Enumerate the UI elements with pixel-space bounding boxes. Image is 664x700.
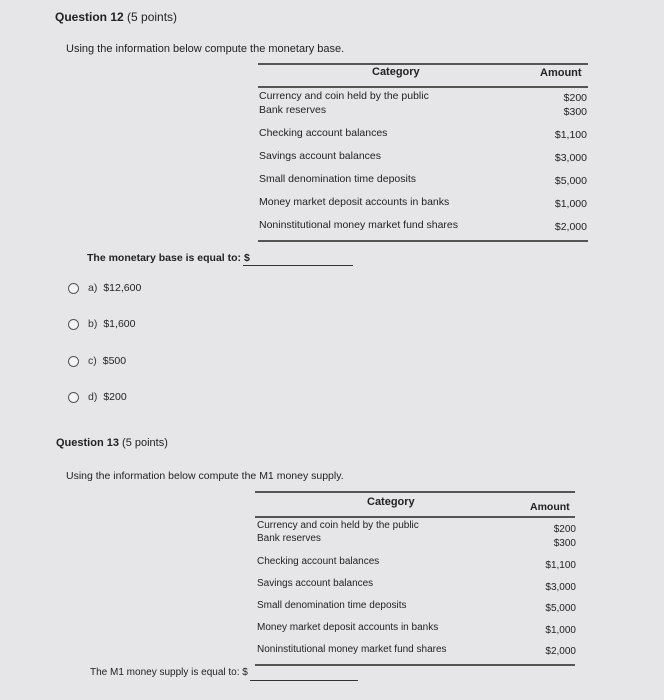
table-row-amount: $200: [563, 92, 587, 104]
choice-d[interactable]: [68, 391, 127, 403]
question-12-title-text: Question 12: [55, 10, 124, 24]
table-row-amount: $2,000: [545, 646, 576, 657]
table-bottom-rule: [258, 240, 588, 242]
choice-letter: d): [88, 391, 98, 403]
table-row-amount: $200: [553, 524, 576, 535]
radio-button-icon[interactable]: [68, 356, 79, 367]
table-row-category: Currency and coin held by the public: [257, 520, 419, 531]
table-row-amount: $1,000: [554, 198, 587, 210]
choice-text: $200: [103, 391, 127, 403]
table-row-category: Checking account balances: [257, 556, 380, 567]
question-12-instruction: Using the information below compute the monetary base.: [66, 43, 345, 55]
question-12-points: (5 points): [127, 10, 178, 24]
table-row-amount: $300: [553, 538, 576, 549]
table-row-category: Money market deposit accounts in banks: [257, 622, 439, 633]
question-13-title-text: Question 13: [56, 437, 119, 449]
radio-button-icon[interactable]: [68, 319, 79, 330]
table-row-category: Bank reserves: [259, 104, 327, 116]
category-header: Category: [372, 66, 420, 78]
choice-text: $500: [102, 355, 127, 367]
table-row-amount: $1,100: [554, 129, 587, 141]
radio-button-icon[interactable]: [68, 283, 79, 294]
table-row-category: Noninstitutional money market fund shares: [257, 644, 447, 655]
table-bottom-rule: [255, 664, 575, 666]
table-row-category: Savings account balances: [259, 150, 381, 162]
table-row-category: Small denomination time deposits: [257, 600, 407, 611]
table-row-category: Noninstitutional money market fund shares: [259, 219, 459, 231]
table-row-category: Checking account balances: [259, 127, 388, 139]
table-row-amount: $1,000: [545, 625, 576, 636]
table-row-category: Savings account balances: [257, 578, 374, 589]
table-row-amount: $3,000: [545, 582, 576, 593]
radio-button-icon[interactable]: [68, 392, 79, 403]
choice-letter: b): [88, 318, 98, 330]
choice-letter: c): [88, 355, 97, 367]
table-row-amount: $1,100: [545, 560, 576, 571]
question-13-title: [56, 437, 168, 449]
table-header-rule: [258, 86, 588, 88]
table-row-category: Small denomination time deposits: [259, 173, 416, 185]
choice-b[interactable]: [68, 318, 135, 330]
table-top-rule: [255, 491, 575, 493]
monetary-base-prompt: The monetary base is equal to: $: [87, 252, 250, 264]
table-row-category: Currency and coin held by the public: [259, 90, 429, 102]
table-row-amount: $2,000: [554, 221, 587, 233]
table-row-category: Money market deposit accounts in banks: [259, 196, 450, 208]
question-12-title: [55, 10, 177, 24]
category-header: Category: [367, 496, 415, 508]
table-row-amount: $5,000: [545, 603, 576, 614]
table-row-category: Bank reserves: [257, 533, 321, 544]
table-row-amount: $3,000: [554, 152, 587, 164]
table-header-rule: [255, 516, 575, 518]
question-13-instruction: Using the information below compute the M1 money supply.: [66, 470, 344, 482]
choice-letter: a): [88, 282, 98, 294]
monetary-base-answer-blank: [243, 265, 353, 266]
table-top-rule: [258, 63, 588, 65]
choice-c[interactable]: [68, 355, 126, 367]
m1-money-supply-prompt: The M1 money supply is equal to: $: [90, 667, 248, 678]
choice-a[interactable]: [68, 282, 141, 294]
question-13-points: (5 points): [122, 437, 168, 449]
amount-header: Amount: [530, 501, 570, 513]
table-row-amount: $5,000: [554, 175, 587, 187]
table-row-amount: $300: [563, 106, 587, 118]
choice-text: $12,600: [103, 282, 142, 294]
amount-header: Amount: [540, 67, 582, 79]
m1-money-supply-answer-blank: [250, 680, 358, 681]
choice-text: $1,600: [103, 318, 136, 330]
